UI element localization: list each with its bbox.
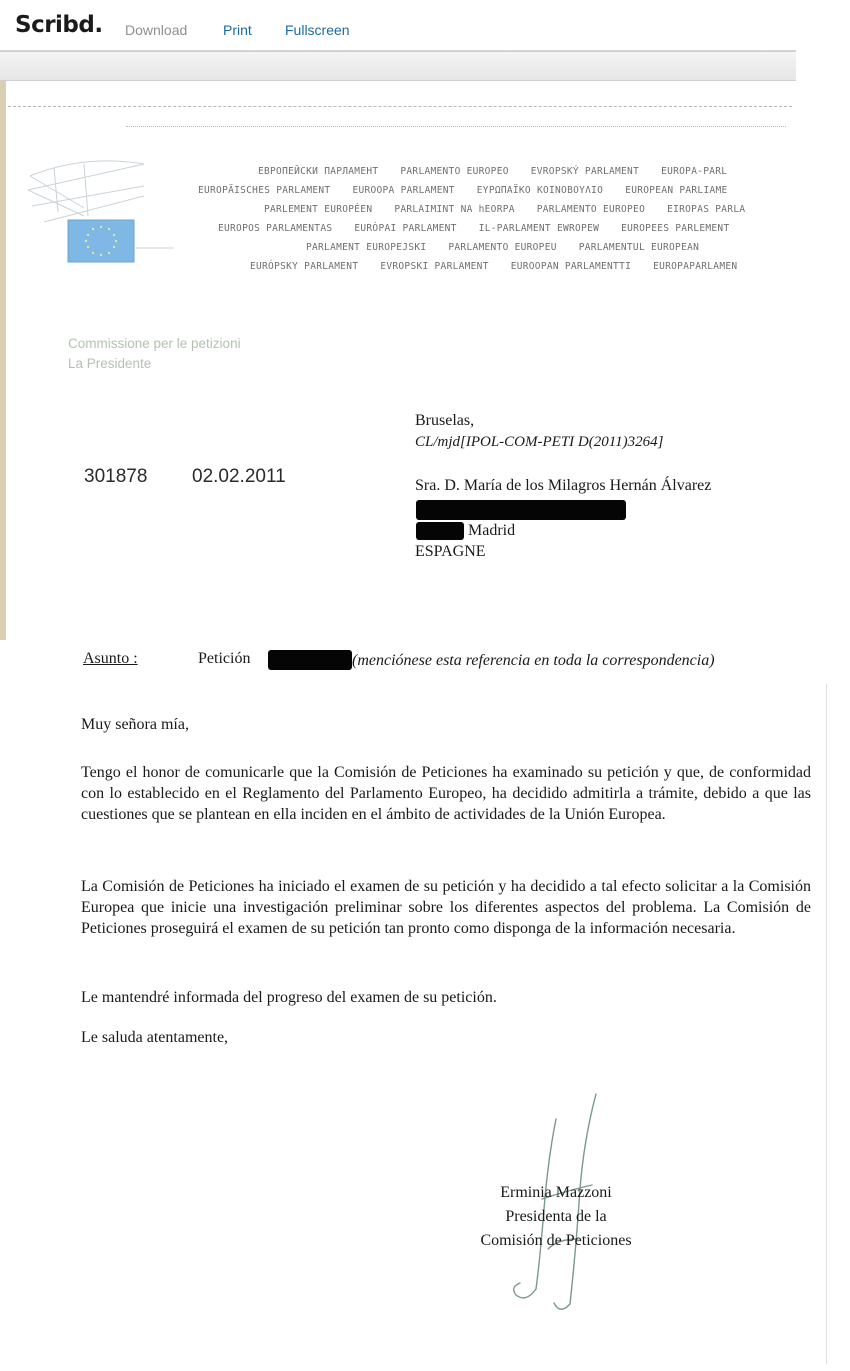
parliament-name: EUROOPAN PARLAMENTTI xyxy=(510,261,632,272)
committee-name: Commissione per le petizioni xyxy=(68,336,241,351)
parliament-name: ΕΥΡΩΠΑΪΚΟ ΚΟΙΝΟΒΟΥΛΙΟ xyxy=(476,185,604,196)
subject-label: Asunto : xyxy=(83,650,138,667)
parliament-name: EVROPSKI PARLAMENT xyxy=(380,261,489,272)
signer-name: Erminia Mazzoni xyxy=(500,1184,612,1201)
parliament-name: PARLAMENT EUROPEJSKI xyxy=(306,242,427,253)
parliament-name: PARLAMENTO EUROPEO xyxy=(536,204,646,215)
subject-text: Petición xyxy=(198,650,251,667)
signer-role-line-1: Presidenta de la xyxy=(505,1208,607,1225)
parliament-name: EUROOPA PARLAMENT xyxy=(352,185,455,196)
parliament-name: IL-PARLAMENT EWROPEW xyxy=(478,223,600,234)
redacted-petition-number xyxy=(268,650,352,670)
parliament-name: EUROPEES PARLEMENT xyxy=(621,223,730,234)
parliament-name: PARLAIMINT NA hEORPA xyxy=(394,204,515,215)
committee-role: La Presidente xyxy=(68,356,152,371)
subject-note: (menciónese esta referencia en toda la correspondencia) xyxy=(352,652,715,669)
viewer-toolbar xyxy=(0,51,797,81)
parliament-name: EUROPOS PARLAMENTAS xyxy=(218,223,333,234)
handwritten-signature-icon xyxy=(496,1089,626,1319)
scan-line xyxy=(8,106,792,107)
salutation: Muy señora mía, xyxy=(81,716,189,733)
recipient-country: ESPAGNE xyxy=(415,543,486,560)
fullscreen-link[interactable]: Fullscreen xyxy=(285,22,350,38)
committee-heading xyxy=(68,334,241,374)
letter-place: Bruselas, xyxy=(415,412,475,429)
paragraph-2: La Comisión de Peticiones ha iniciado el examen de su petición y ha decidido a tal efecto solicitar a la Comisión Europea que inicie una investigación preliminar sobre los diferentes aspectos del problema. La Comisión de Peticiones proseguirá el examen de su petición tan pronto como disponga de la información necesaria. xyxy=(81,878,811,937)
scribd-header xyxy=(0,0,798,51)
stamp-date: 02.02.2011 xyxy=(192,466,286,487)
stamp-number: 301878 xyxy=(84,466,148,487)
parliament-name: EUROPAPARLAMEN xyxy=(653,261,738,272)
redacted-address xyxy=(416,500,626,520)
parliament-name: EVROPSKÝ PARLAMENT xyxy=(530,166,640,177)
parliament-name: ЕВРОПЕЙСКИ ПАРЛАМЕНТ xyxy=(258,166,379,177)
signer-role-line-2: Comisión de Peticiones xyxy=(480,1232,632,1249)
recipient-name: Sra. D. María de los Milagros Hernán Álvarez xyxy=(415,477,712,494)
print-link[interactable]: Print xyxy=(223,22,252,38)
european-parliament-logo-icon xyxy=(24,156,224,266)
viewer-right-edge xyxy=(796,0,850,90)
scan-line xyxy=(126,126,786,127)
parliament-name: EIROPAS PARLA xyxy=(667,204,746,215)
parliament-name: EURÓPAI PARLAMENT xyxy=(354,223,457,234)
document-page[interactable] xyxy=(6,84,811,1371)
paragraph-3: Le mantendré informada del progreso del examen de su petición. xyxy=(81,989,497,1006)
page-edge xyxy=(826,684,827,1364)
parliament-name: PARLAMENTUL EUROPEAN xyxy=(578,242,700,253)
closing: Le saluda atentamente, xyxy=(81,1029,229,1046)
parliament-name: PARLAMENTO EUROPEU xyxy=(448,242,557,253)
parliament-name: EUROPÄISCHES PARLAMENT xyxy=(198,185,331,196)
parliament-name: EUROPA-PARL xyxy=(661,166,728,177)
letter-reference: CL/mjd[IPOL-COM-PETI D(2011)3264] xyxy=(415,434,664,450)
paragraph-1: Tengo el honor de comunicarle que la Comisión de Peticiones ha examinado su petición y que, de conformidad con lo establecido en el Reglamento del Parlamento Europeo, ha decidido admitirla a trámite, debido a que las cuestiones que se plantean en ella inciden en el ámbito de actividades de la Unión Europea. xyxy=(81,764,811,823)
recipient-city: Madrid xyxy=(468,522,516,539)
download-link[interactable]: Download xyxy=(125,22,188,38)
scribd-logo[interactable]: Scribd. xyxy=(15,12,103,38)
parliament-name: PARLAMENTO EUROPEO xyxy=(400,166,509,177)
parliament-name: EURÓPSKY PARLAMENT xyxy=(250,261,359,272)
parliament-name: EUROPEAN PARLIAME xyxy=(625,185,728,196)
redacted-postcode xyxy=(416,522,464,540)
parliament-name: PARLEMENT EUROPÉEN xyxy=(264,204,373,215)
